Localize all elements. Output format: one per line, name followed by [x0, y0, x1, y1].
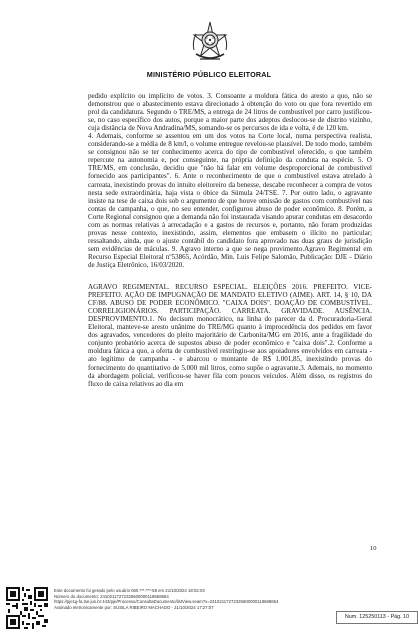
page-number: 10	[370, 545, 377, 552]
signature-line: Assinado eletronicamente por: SUSILA RIBEIRO MACHADO - 21/10/2024 17:27:07	[54, 604, 214, 610]
page-header	[0, 0, 418, 86]
signature-info	[54, 588, 278, 610]
paragraph: 4. Ademais, conforme se assentou em um dos votos na Corte local, numa perspectiva realista, considerando-se a média de 8 km/l, o volume entregue revelou-se plausível. De todo modo, também se consignou não se ter conhecimento acerca do tipo de combustível oferecido, o que também repercute na autonomia e, por conseguinte, na própria definição da conduta na espécie. 5. O TRE/MS, em conclusão, decidiu que "não há falar em volume desproporcional de combustível fornecido aos participantes". 6. Ante o reconhecimento de que o combustível estava atrelado à carreata, inexistindo provas do intuito eleitoreiro da benesse, descabe reconhecer a compra de votos nesta sede extraordinária, haja vista o óbice da Súmula 24/TSE. 7. Por outro lado, o agravante insiste na tese de caixa dois sob o argumento de que houve omissão de gastos com combustível nas contas de campanha, o que, no seu entender, configurou abuso de poder econômico. 8. Porém, a Corte Regional consignou que a demanda não foi instaurada visando apurar condutas em desacordo com as normas relativas à arrecadação e a gastos de recursos e, portanto, não foram produzidas provas nesse contexto, inexistindo, assim, elementos que embasem o ilícito no particular; ressaltando, ainda, que o ajuste contábil do candidato fora aprovado nas duas graus de jurisdição sem evidências de máculas. 9. Agravo interno a que se nega provimento.Agravo Regimental em Recurso Especial Eleitoral nº53865, Acórdão, Min. Luis Felipe Salomão, Publicação: DJE - Diário de Justiça Eletrônico, 16/03/2020.	[88, 132, 372, 269]
paragraph: AGRAVO REGIMENTAL. RECURSO ESPECIAL. ELEIÇÕES 2016. PREFEITO. VICE-PREFEITO. AÇÃO DE IMPUGNAÇÃO DE MANDATO ELETIVO (AIME). ART. 14, § 10, DA CF/88. ABUSO DE PODER ECONÔMICO. "CAIXA DOIS". DOAÇÃO DE COMBUSTÍVEL. CORRELIGIONÁRIOS. PARTICIPAÇÃO. CARREATA. GRAVIDADE. AUSÊNCIA. DESPROVIMENTO.1. No decisum monocrático, na linha do parecer da d. Procuradoria-Geral Eleitoral, manteve-se aresto unânime do TRE/MG quanto à improcedência dos pedidos em favor dos agravados, vencedores do pleito majoritário de Carbonita/MG em 2016, ante a fragilidade do conjunto probatório acerca de supostos abuso de poder econômico e "caixa dois".2. Conforme a moldura fática a quo, a oferta de combustível restringiu-se aos apoiadores envolvidos em carreata - ato legítimo de campanha - e abarcou o montante de R$ 1.001,85, inexistindo provas do fornecimento do quantitativo de 5.000 mil litros, como supõe o agravante.3. Ademais, no momento da abordagem policial, verificou-se haver fila com poucos veículos. Além disso, os registros do fluxo de caixa relativos ao dia em	[88, 283, 372, 388]
document-body	[88, 92, 372, 388]
paragraph: pedido explícito ou implícito de votos. 3. Consoante a moldura fática do aresto a quo, não se demonstrou que o abastecimento estava direcionado à obtenção do voto ou que fora revertido em prol da candidatura. Segundo o TRE/MS, a entrega de 24 litros de combustível por carro justificou-se, no caso específico dos autos, porque a maior parte dos adeptos deslocou-se de distrito vizinho, cuja distância de Nova Andradina/MS, somando-se os percursos de ida e volta, é de 120 km.	[88, 92, 372, 133]
signature-line: Número do documento: 24102117272325600000118668654	[54, 593, 169, 599]
brazil-coat-of-arms-icon	[188, 20, 232, 64]
paragraph-gap	[88, 269, 372, 283]
document-link[interactable]: https://pje1g-fa.tse.jus.br:443/pje/Processo/ConsultaDocumento/listView.seam?x=24102117272325600000118668654	[54, 599, 279, 605]
qr-code-icon	[6, 587, 48, 629]
signature-line: Este documento foi gerado pelo usuário 060.***.***-58 em 21/10/2024 18:02:03	[54, 588, 205, 593]
organization-title: MINISTÉRIO PÚBLICO ELEITORAL	[146, 70, 272, 79]
signature-footer	[6, 587, 418, 640]
document-number-badge: Num. 125250113 - Pág. 10	[336, 611, 418, 624]
